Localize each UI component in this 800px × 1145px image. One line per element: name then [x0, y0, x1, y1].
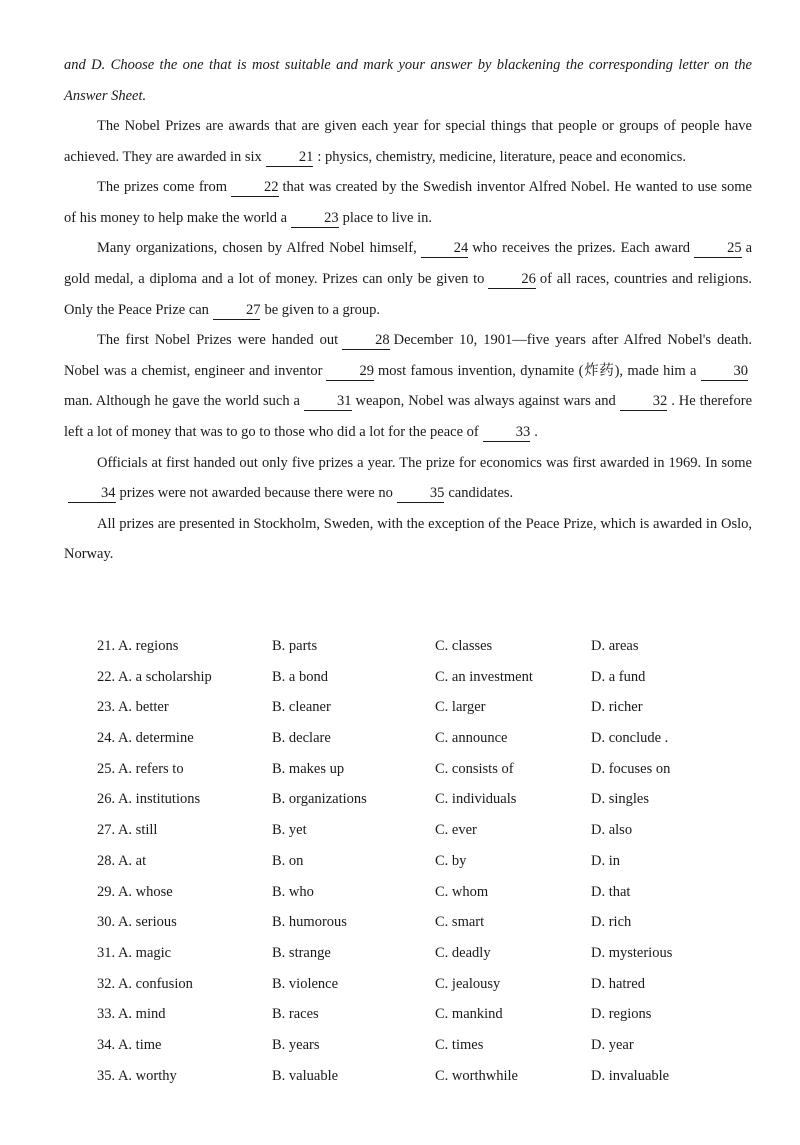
blank-22: 22	[231, 179, 279, 197]
paragraph-5	[64, 448, 752, 509]
passage-text: be given to a group.	[264, 301, 381, 318]
option-c: C. worthwhile	[435, 1067, 518, 1084]
passage-text: man. Although he gave the world such a	[64, 393, 300, 410]
blank-35: 35	[397, 485, 445, 503]
option-c: C. individuals	[435, 791, 517, 808]
passage-text: a gold medal, a diploma and a lot of money. Prizes can only be given to	[64, 240, 752, 287]
option-a: 33. A. mind	[97, 1006, 166, 1023]
blank-34: 34	[68, 485, 116, 503]
option-a: 25. A. refers to	[97, 760, 184, 777]
passage-text: December 10, 1901—five years after Alfred Nobel's death. Nobel was a chemist, engineer and inventor	[64, 332, 753, 379]
option-b: B. on	[272, 852, 304, 869]
option-a: 23. A. better	[97, 699, 169, 716]
passage-text: who receives the prizes. Each award	[472, 240, 691, 257]
option-row-21	[97, 631, 757, 662]
option-row-29	[97, 877, 757, 908]
option-row-27	[97, 815, 757, 846]
option-d: D. hatred	[591, 975, 645, 992]
option-row-31	[97, 938, 757, 969]
option-c: C. consists of	[435, 760, 514, 777]
passage-text: All prizes are presented in Stockholm, Sweden, with the exception of the Peace Prize, which is awarded in Oslo, Norway.	[64, 515, 752, 563]
option-row-24	[97, 723, 757, 754]
option-b: B. valuable	[272, 1067, 339, 1084]
passage-text: Officials at first handed out only five prizes a year. The prize for economics was first awarded in 1969. In some	[97, 454, 752, 471]
option-a: 34. A. time	[97, 1036, 162, 1053]
option-b: B. violence	[272, 975, 339, 992]
option-d: D. areas	[591, 638, 639, 654]
option-b: B. cleaner	[272, 699, 331, 716]
option-d: D. also	[591, 822, 633, 839]
paragraph-4	[64, 325, 752, 447]
blank-32: 32	[620, 393, 668, 411]
option-b: B. races	[272, 1006, 319, 1023]
cloze-passage	[64, 111, 752, 570]
passage-text: prizes were not awarded because there were no	[119, 485, 393, 502]
option-c: C. jealousy	[435, 975, 501, 992]
blank-24: 24	[421, 240, 469, 258]
passage-text: most famous invention, dynamite (炸药), made him a	[377, 362, 697, 379]
option-c: C. announce	[435, 730, 508, 747]
blank-27: 27	[213, 302, 261, 320]
option-c: C. whom	[435, 883, 489, 900]
option-row-22	[97, 662, 757, 693]
option-a: 31. A. magic	[97, 944, 172, 961]
blank-26: 26	[488, 271, 536, 289]
blank-29: 29	[326, 363, 374, 381]
option-c: C. mankind	[435, 1006, 503, 1023]
option-d: D. that	[591, 883, 631, 900]
option-b: B. yet	[272, 822, 307, 839]
option-b: B. makes up	[272, 760, 345, 777]
option-a: 21. A. regions	[97, 638, 179, 654]
option-b: B. parts	[272, 638, 318, 654]
option-c: C. smart	[435, 914, 485, 931]
option-row-33	[97, 999, 757, 1030]
option-row-35	[97, 1061, 757, 1092]
option-c: C. larger	[435, 699, 486, 716]
option-a: 26. A. institutions	[97, 791, 201, 808]
option-d: D. richer	[591, 699, 643, 716]
option-a: 27. A. still	[97, 822, 158, 839]
option-row-25	[97, 754, 757, 785]
blank-30: 30	[701, 363, 749, 381]
option-b: B. who	[272, 883, 314, 900]
option-a: 28. A. at	[97, 852, 147, 869]
option-a: 35. A. worthy	[97, 1067, 177, 1084]
option-d: D. regions	[591, 1006, 652, 1023]
passage-text: .	[534, 423, 538, 440]
option-a: 29. A. whose	[97, 883, 173, 900]
paragraph-2	[64, 172, 752, 233]
option-row-34	[97, 1030, 757, 1061]
passage-text: . He therefore left a lot of money that was to go to those who did a lot for the peace of	[64, 393, 753, 440]
option-c: C. an investment	[435, 668, 533, 685]
blank-21: 21	[266, 149, 314, 167]
option-a: 24. A. determine	[97, 730, 194, 747]
option-row-32	[97, 969, 757, 1000]
option-d: D. year	[591, 1036, 634, 1053]
passage-text: Many organizations, chosen by Alfred Nobel himself,	[97, 240, 417, 257]
option-row-26	[97, 784, 757, 815]
passage-text: weapon, Nobel was always against wars and	[355, 393, 616, 410]
blank-28: 28	[342, 332, 390, 350]
option-row-30	[97, 907, 757, 938]
option-b: B. humorous	[272, 914, 347, 931]
answer-options	[97, 631, 757, 1091]
instructions: and D. Choose the one that is most suitable and mark your answer by blackening the corresponding letter on the Answer Sheet.	[64, 57, 752, 104]
passage-text: : physics, chemistry, medicine, literature, peace and economics.	[317, 148, 686, 165]
option-c: C. by	[435, 852, 467, 869]
passage-text: place to live in.	[342, 209, 432, 226]
paragraph-3	[64, 233, 752, 325]
passage-text: candidates.	[448, 485, 514, 502]
option-d: D. rich	[591, 914, 632, 931]
option-c: C. deadly	[435, 944, 491, 961]
paragraph-6	[64, 509, 752, 570]
option-c: C. classes	[435, 638, 493, 654]
option-b: B. declare	[272, 730, 331, 747]
option-b: B. a bond	[272, 668, 328, 685]
option-row-23	[97, 692, 757, 723]
blank-25: 25	[694, 240, 742, 258]
paragraph-1	[64, 111, 752, 172]
option-b: B. years	[272, 1036, 320, 1053]
blank-33: 33	[483, 424, 531, 442]
option-d: D. invaluable	[591, 1067, 670, 1084]
option-d: D. in	[591, 852, 620, 869]
option-row-28	[97, 846, 757, 877]
passage-text: of all races, countries and religions. Only the Peace Prize can	[64, 270, 752, 318]
blank-23: 23	[291, 210, 339, 228]
option-b: B. organizations	[272, 791, 367, 808]
option-d: D. a fund	[591, 668, 646, 685]
passage-text: The prizes come from	[97, 179, 228, 196]
passage-text: The first Nobel Prizes were handed out	[97, 332, 339, 349]
option-d: D. mysterious	[591, 944, 673, 961]
option-a: 32. A. confusion	[97, 975, 193, 992]
option-d: D. singles	[591, 791, 649, 808]
option-c: C. times	[435, 1036, 484, 1053]
passage-text: that was created by the Swedish inventor Alfred Nobel. He wanted to use some of his money to help make the world a	[64, 179, 752, 226]
option-d: D. focuses on	[591, 760, 671, 777]
passage-text: The Nobel Prizes are awards that are given each year for special things that people or groups of people have achieved. They are awarded in six	[64, 118, 752, 165]
blank-31: 31	[304, 393, 352, 411]
option-c: C. ever	[435, 822, 477, 839]
option-b: B. strange	[272, 944, 331, 961]
option-a: 30. A. serious	[97, 914, 177, 931]
option-a: 22. A. a scholarship	[97, 668, 212, 685]
option-d: D. conclude .	[591, 730, 669, 747]
